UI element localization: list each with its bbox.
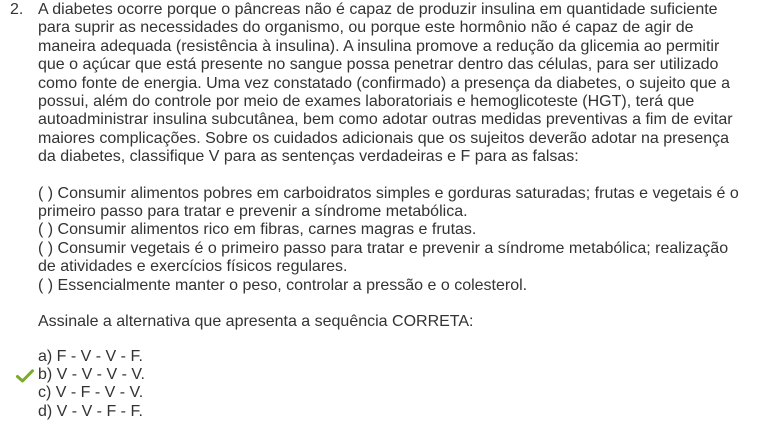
alternative-label: d) V - V - F - F. [38, 402, 143, 420]
alternative-label: b) V - V - V - V. [38, 365, 145, 383]
alternative-d[interactable] [38, 403, 750, 421]
alternative-list [38, 348, 750, 422]
question-instruction: Assinale a alternativa que apresenta a sequência CORRETA: [38, 313, 474, 331]
statement-item: ( ) Consumir vegetais é o primeiro passo para tratar e prevenir a síndrome metabólica; realização de atividades e exercícios físicos regulares. [38, 239, 729, 276]
statement-item: ( ) Essencialmente manter o peso, controlar a pressão e o colesterol. [38, 276, 528, 294]
question-number: 2. [10, 1, 24, 18]
alternative-label: c) V - F - V - V. [38, 384, 144, 402]
alternative-label: a) F - V - V - F. [38, 347, 143, 365]
statement-item: ( ) Consumir alimentos rico em fibras, carnes magras e frutas. [38, 221, 477, 239]
checkmark-icon [16, 369, 34, 383]
question-body [38, 1, 750, 421]
statement-list [38, 185, 750, 295]
statement-item: ( ) Consumir alimentos pobres em carboidratos simples e gorduras saturadas; frutas e vegetais é o primeiro passo para tratar e prevenir a síndrome metabólica. [38, 184, 739, 221]
alternative-a[interactable] [38, 348, 750, 366]
question-stem: A diabetes ocorre porque o pâncreas não é capaz de produzir insulina em quantidade suficiente para suprir as necessidades do organismo, ou porque este hormônio não é capaz de agir de maneira adequada (resistência à insulina). A insulina promove a redução da glicemia ao permitir que o açúcar que está presente no sangue possa penetrar dentro das células, para ser utilizado como fonte de energia. Uma vez constatado (confirmado) a presença da diabetes, o sujeito que a possui, além do controle por meio de exames laboratoriais e hemoglicoteste (HGT), terá que autoadministrar insulina subcutânea, bem como adotar outras medidas preventivas a fim de evitar maiores complicações. Sobre os cuidados adicionais que os sujeitos deverão adotar na presença da diabetes, classifique V para as sentenças verdadeiras e F para as falsas: [38, 1, 733, 166]
alternative-b[interactable] [38, 366, 750, 384]
alternative-c[interactable] [38, 384, 750, 402]
